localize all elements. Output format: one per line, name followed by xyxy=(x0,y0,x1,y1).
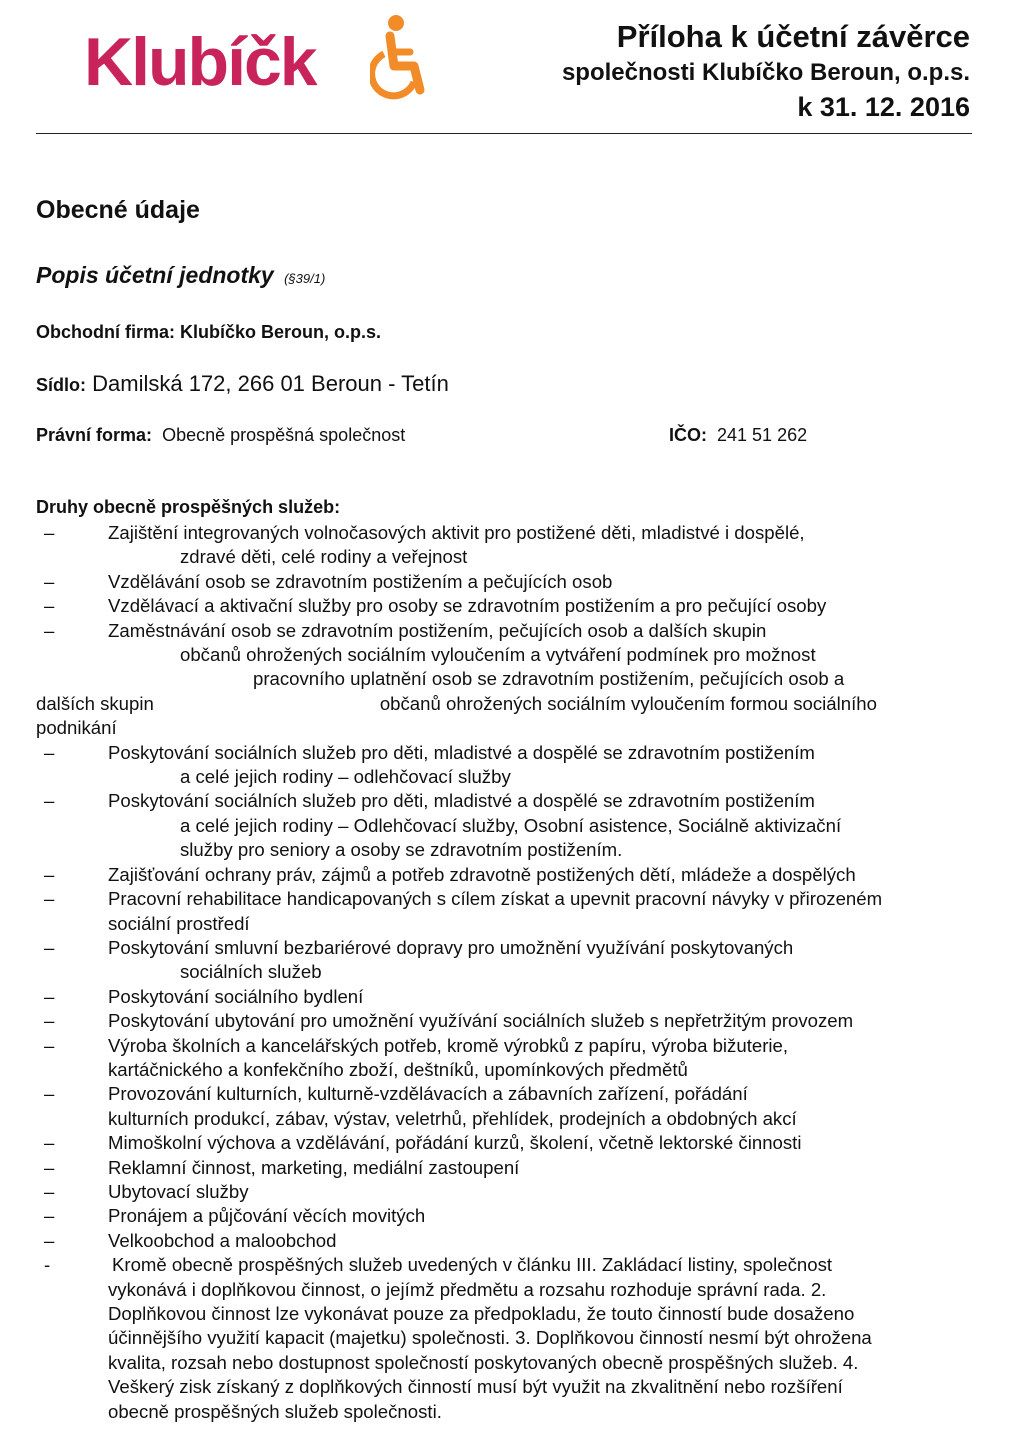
list-dash: – xyxy=(44,522,55,543)
list-item-line: Ubytovací služby xyxy=(108,1180,249,1202)
list-item-line: vykonává i doplňkovou činnost, o jejímž předmětu a rozsahu rozhoduje správní rada. 2. xyxy=(108,1278,827,1300)
list-item xyxy=(36,1156,976,1180)
list-item-line: Velkoobchod a maloobchod xyxy=(108,1229,337,1251)
list-item xyxy=(36,594,976,618)
list-item-line: Kromě obecně prospěšných služeb uvedených v článku III. Zakládací listiny, společnost xyxy=(112,1254,833,1276)
list-item-line: Veškerý zisk získaný z doplňkových činností musí být využit na zkvalitnění nebo rozšíření xyxy=(108,1376,843,1398)
list-item-line: Mimoškolní výchova a vzdělávání, pořádání kurzů, školení, včetně lektorské činnosti xyxy=(108,1132,802,1154)
entity-heading-ref: (§39/1) xyxy=(284,271,326,286)
list-item-fragment: dalších skupin xyxy=(36,692,154,714)
list-item xyxy=(36,887,976,936)
list-item xyxy=(36,1204,976,1228)
list-dash: – xyxy=(44,1229,55,1251)
list-item-line: a celé jejich rodiny – odlehčovací služby xyxy=(180,766,511,788)
list-item xyxy=(36,863,976,887)
list-item-line: Výroba školních a kancelářských potřeb, kromě výrobků z papíru, výroba bižuterie, xyxy=(108,1034,789,1056)
list-item-line: Reklamní činnost, marketing, mediální zastoupení xyxy=(108,1156,520,1178)
list-item-line: kulturních produkcí, zábav, výstav, veletrhů, přehlídek, prodejních a obdobných akcí xyxy=(108,1107,797,1129)
list-item xyxy=(36,1229,976,1253)
list-item-line: Pracovní rehabilitace handicapovaných s cílem získat a upevnit pracovní návyky v přirozeném xyxy=(108,888,883,910)
list-item-line: podnikání xyxy=(36,717,117,739)
document-header xyxy=(562,18,970,124)
list-item-line: zdravé děti, celé rodiny a veřejnost xyxy=(180,546,468,568)
document-subtitle: společnosti Klubíčko Beroun, o.p.s. xyxy=(561,59,970,86)
list-dash: – xyxy=(44,595,55,617)
list-dash: – xyxy=(44,1180,55,1202)
list-item-line: Poskytování sociálních služeb pro děti, mladistvé a dospělé se zdravotním postižením xyxy=(108,790,815,812)
legal-form-label: Právní forma: xyxy=(36,425,153,445)
company-logo xyxy=(84,14,424,102)
list-item-line: Poskytování ubytování pro umožnění využívání sociálních služeb s nepřetržitým provozem xyxy=(108,1010,854,1032)
list-item-line: sociální prostředí xyxy=(108,912,250,934)
list-item-line xyxy=(36,692,976,716)
seat-label: Sídlo: xyxy=(36,375,86,395)
header-divider xyxy=(36,133,972,134)
services-heading: Druhy obecně prospěšných služeb: xyxy=(36,497,341,517)
list-item-line: Doplňkovou činnost lze vykonávat pouze za předpokladu, že touto činností bude dosaženo xyxy=(108,1303,855,1324)
legal-form-value: Obecně prospěšná společnost xyxy=(162,425,406,445)
list-item-line: Vzdělávací a aktivační služby pro osoby se zdravotním postižením a pro pečující osoby xyxy=(108,595,827,617)
firm-label: Obchodní firma: xyxy=(36,322,175,342)
list-dash: – xyxy=(44,741,55,763)
list-item xyxy=(36,619,976,741)
list-item xyxy=(36,570,976,594)
list-item-fragment: občanů ohrožených sociálním vyloučením formou sociálního xyxy=(379,692,877,714)
document-date: k 31. 12. 2016 xyxy=(797,92,970,122)
list-item-line: služby pro seniory a osoby se zdravotním postižením. xyxy=(180,839,623,861)
list-item-line: Zajišťování ochrany práv, zájmů a potřeb zdravotně postižených dětí, mládeže a dospělých xyxy=(108,863,856,885)
list-item xyxy=(36,1034,976,1083)
legal-form-row xyxy=(36,425,976,446)
document-title: Příloha k účetní závěrce xyxy=(616,19,970,54)
list-item-line: Vzdělávání osob se zdravotním postižením a pečujících osob xyxy=(108,570,613,592)
list-item xyxy=(36,741,976,790)
list-item xyxy=(36,1180,976,1204)
list-item-line: Pronájem a půjčování věcích movitých xyxy=(108,1205,426,1227)
list-dash: – xyxy=(44,985,55,1007)
list-dash: - xyxy=(44,1254,51,1276)
list-item-line: Poskytování sociálních služeb pro děti, mladistvé a dospělé se zdravotním postižením xyxy=(108,741,815,763)
list-dash: – xyxy=(44,936,55,958)
seat-value: Damilská 172, 266 01 Beroun - Tetín xyxy=(92,371,449,396)
section-title: Obecné údaje xyxy=(36,196,200,224)
list-item-line: kartáčnického a konfekčního zboží, deštníků, upomínkových předmětů xyxy=(108,1058,688,1080)
entity-heading xyxy=(36,262,325,289)
list-item xyxy=(36,1253,976,1424)
list-dash: – xyxy=(44,1132,55,1154)
list-item-line: sociálních služeb xyxy=(180,961,322,983)
firm-value: Klubíčko Beroun, o.p.s. xyxy=(180,322,382,342)
list-item-line: Poskytování sociálního bydlení xyxy=(108,985,364,1007)
ico-value: 241 51 262 xyxy=(717,425,808,445)
services-list xyxy=(36,521,976,1424)
list-item xyxy=(36,936,976,985)
ico-field xyxy=(669,425,807,446)
list-dash: – xyxy=(44,1010,55,1032)
wheelchair-icon xyxy=(370,14,426,102)
list-dash: – xyxy=(44,1034,55,1056)
list-item xyxy=(36,789,976,862)
logo-wordmark: Klubíčk xyxy=(84,24,316,100)
list-item-line: a celé jejich rodiny – Odlehčovací služby, Osobní asistence, Sociálně aktivizační xyxy=(180,814,842,836)
list-item-line: Zaměstnávání osob se zdravotním postižením, pečujících osob a dalších skupin xyxy=(108,619,767,641)
list-item-line: pracovního uplatnění osob se zdravotním postižením, pečujících osob a xyxy=(253,668,845,690)
seat-row xyxy=(36,371,449,397)
list-item xyxy=(36,985,976,1009)
list-item xyxy=(36,1009,976,1033)
firm-row xyxy=(36,322,381,343)
list-item-line: obecně prospěšných služeb společnosti. xyxy=(108,1400,442,1422)
list-dash: – xyxy=(44,863,55,885)
list-item-line: účinnějšího využití kapacit (majetku) společnosti. 3. Doplňkovou činností nesmí být ohrožena xyxy=(108,1327,872,1349)
list-dash: – xyxy=(44,1205,55,1227)
list-item-line: občanů ohrožených sociálním vyloučením a vytváření podmínek pro možnost xyxy=(180,644,816,666)
list-item xyxy=(36,1131,976,1155)
list-dash: – xyxy=(44,570,55,592)
list-dash: – xyxy=(44,790,55,812)
list-dash: – xyxy=(44,619,55,641)
list-item xyxy=(36,521,976,570)
list-item-line: kvalita, rozsah nebo dostupnost společností poskytovaných obecně prospěšných služeb. 4. xyxy=(108,1351,859,1373)
ico-label: IČO: xyxy=(669,425,707,445)
list-item-line: Zajištění integrovaných volnočasových aktivit pro postižené děti, mladistvé i dospělé, xyxy=(108,522,805,543)
list-item-line: Provozování kulturních, kulturně-vzdělávacích a zábavních zařízení, pořádání xyxy=(108,1083,748,1105)
list-item xyxy=(36,1082,976,1131)
list-item-line: Poskytování smluvní bezbariérové dopravy pro umožnění využívání poskytovaných xyxy=(108,936,794,958)
entity-heading-text: Popis účetní jednotky xyxy=(36,262,274,288)
list-dash: – xyxy=(44,1083,55,1105)
list-dash: – xyxy=(44,888,55,910)
list-dash: – xyxy=(44,1156,55,1178)
